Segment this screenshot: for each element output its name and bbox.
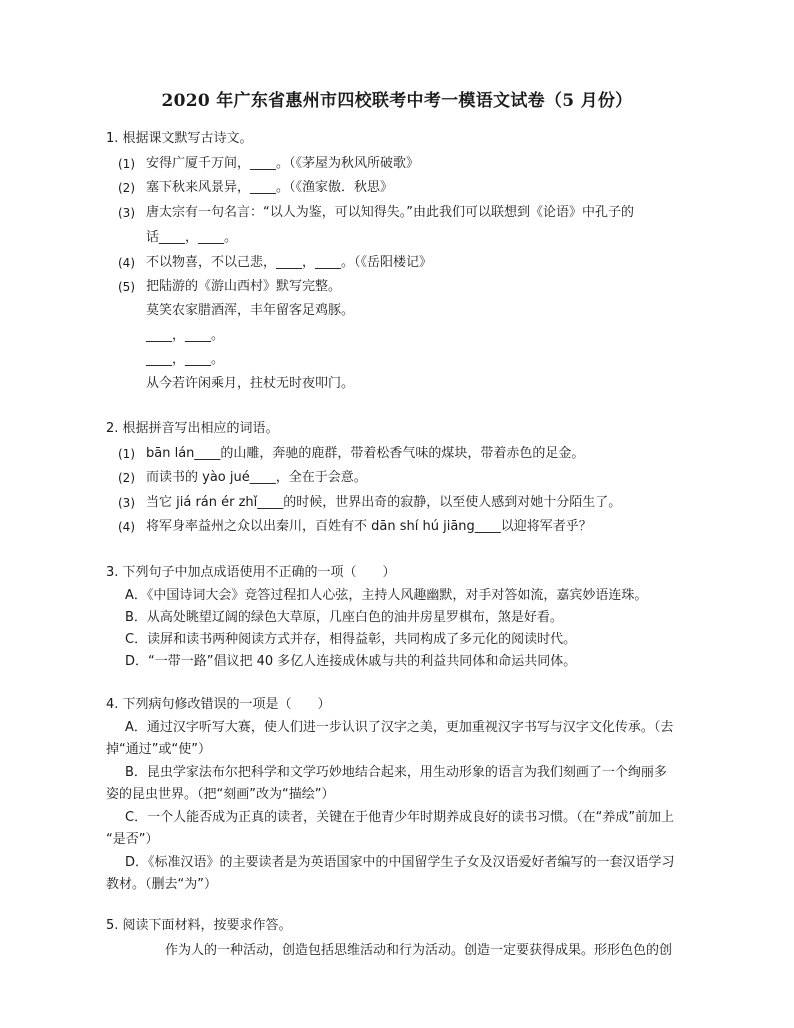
q4-option-a-line-2: 掉“通过”或“使”） (106, 742, 211, 757)
q1-item-2-text: 塞下秋来风景异，____。（《渔家傲．秋思》 (146, 180, 394, 195)
q4-option-b-line-1: B．昆虫学家法布尔把科学和文学巧妙地结合起来，用生动形象的语言为我们刻画了一个绚丽多 (125, 765, 667, 780)
q1-item-5-text: 把陆游的《游山西村》默写完整。 (146, 279, 342, 294)
q1-item-4-text: 不以物喜，不以己悲，____，____。（《岳阳楼记》 (146, 255, 433, 270)
page-title: 2020 年广东省惠州市四校联考中考一模语文试卷（5 月份） (161, 91, 633, 111)
q1-item-5-number: (5) (118, 280, 135, 294)
q2-item-1-number: (1) (118, 447, 135, 461)
q3-option-b: B．从高处眺望辽阔的绿色大草原，几座白色的油井房星罗棋布，煞是好看。 (125, 610, 563, 625)
question-3-heading: 3. 下列句子中加点成语使用不正确的一项（ ） (106, 565, 396, 580)
q1-item-1-number: (1) (118, 157, 135, 171)
q4-option-d-line-1: D．《标准汉语》的主要读者是为英语国家中的中国留学生子女及汉语爱好者编写的一套汉语学习 (125, 855, 675, 870)
q4-option-a-line-1: A．通过汉字听写大赛，使人们进一步认识了汉字之美，更加重视汉字书写与汉字文化传承。（去 (125, 720, 674, 735)
poem-line-4: 从今若许闲乘月，拄杖无时夜叩门。 (146, 376, 355, 391)
q4-option-d-line-2: 教材。（删去“为”） (106, 877, 217, 892)
q2-item-1-text: bān lán____的山雕，奔驰的鹿群，带着松香气味的煤块，带着赤色的足金。 (146, 446, 585, 461)
question-2-heading: 2. 根据拼音写出相应的词语。 (106, 421, 279, 436)
q2-item-4-number: (4) (118, 520, 135, 534)
q3-option-d: D．“一带一路”倡议把 40 多亿人连接成休戚与共的利益共同体和命运共同体。 (125, 654, 577, 669)
question-1-heading: 1. 根据课文默写古诗文。 (106, 131, 253, 146)
q5-reading-paragraph: 作为人的一种活动，创造包括思维活动和行为活动。创造一定要获得成果。形形色色的创 (165, 943, 673, 958)
q2-item-4-text: 将军身率益州之众以出秦川，百姓有不 dān shí hú jiāng____以迎将军者乎？ (146, 519, 592, 534)
q1-item-3-continuation: 话____，____。 (146, 230, 238, 245)
poem-line-2-blank: ____，____。 (146, 328, 225, 343)
q2-item-2-number: (2) (118, 471, 135, 485)
q4-option-c-line-2: “是否”） (106, 832, 159, 847)
q2-item-2-text: 而读书的 yào jué____，全在于会意。 (146, 470, 367, 485)
q4-option-b-line-2: 姿的昆虫世界。（把“刻画”改为“描绘”） (106, 787, 335, 802)
q1-item-1-text: 安得广厦千万间，____。（《茅屋为秋风所破歌》 (146, 156, 420, 171)
q1-item-4-number: (4) (118, 256, 135, 270)
poem-line-3-blank: ____，____。 (146, 352, 225, 367)
q1-item-3-text: 唐太宗有一句名言：“以人为鉴，可以知得失。”由此我们可以联想到《论语》中孔子的 (146, 205, 634, 220)
q2-item-3-number: (3) (118, 496, 135, 510)
q3-option-a: A．《中国诗词大会》竞答过程扣人心弦，主持人风趣幽默，对手对答如流，嘉宾妙语连珠。 (125, 588, 648, 603)
q1-item-3-number: (3) (118, 206, 135, 220)
q3-option-c: C．读屏和读书两种阅读方式并存，相得益彰，共同构成了多元化的阅读时代。 (125, 632, 577, 647)
q4-option-c-line-1: C．一个人能否成为正真的读者，关键在于他青少年时期养成良好的读书习惯。（在“养成”前加上 (125, 810, 675, 825)
q1-item-2-number: (2) (118, 181, 135, 195)
question-5-heading: 5. 阅读下面材料，按要求作答。 (106, 918, 292, 933)
question-4-heading: 4. 下列病句修改错误的一项是（ ） (106, 697, 331, 712)
poem-line-1: 莫笑农家腊酒浑，丰年留客足鸡豚。 (146, 303, 355, 318)
q2-item-3-text: 当它 jiá rán ér zhǐ____的时候，世界出奇的寂静，以至使人感到对她十分陌生了。 (146, 495, 622, 510)
